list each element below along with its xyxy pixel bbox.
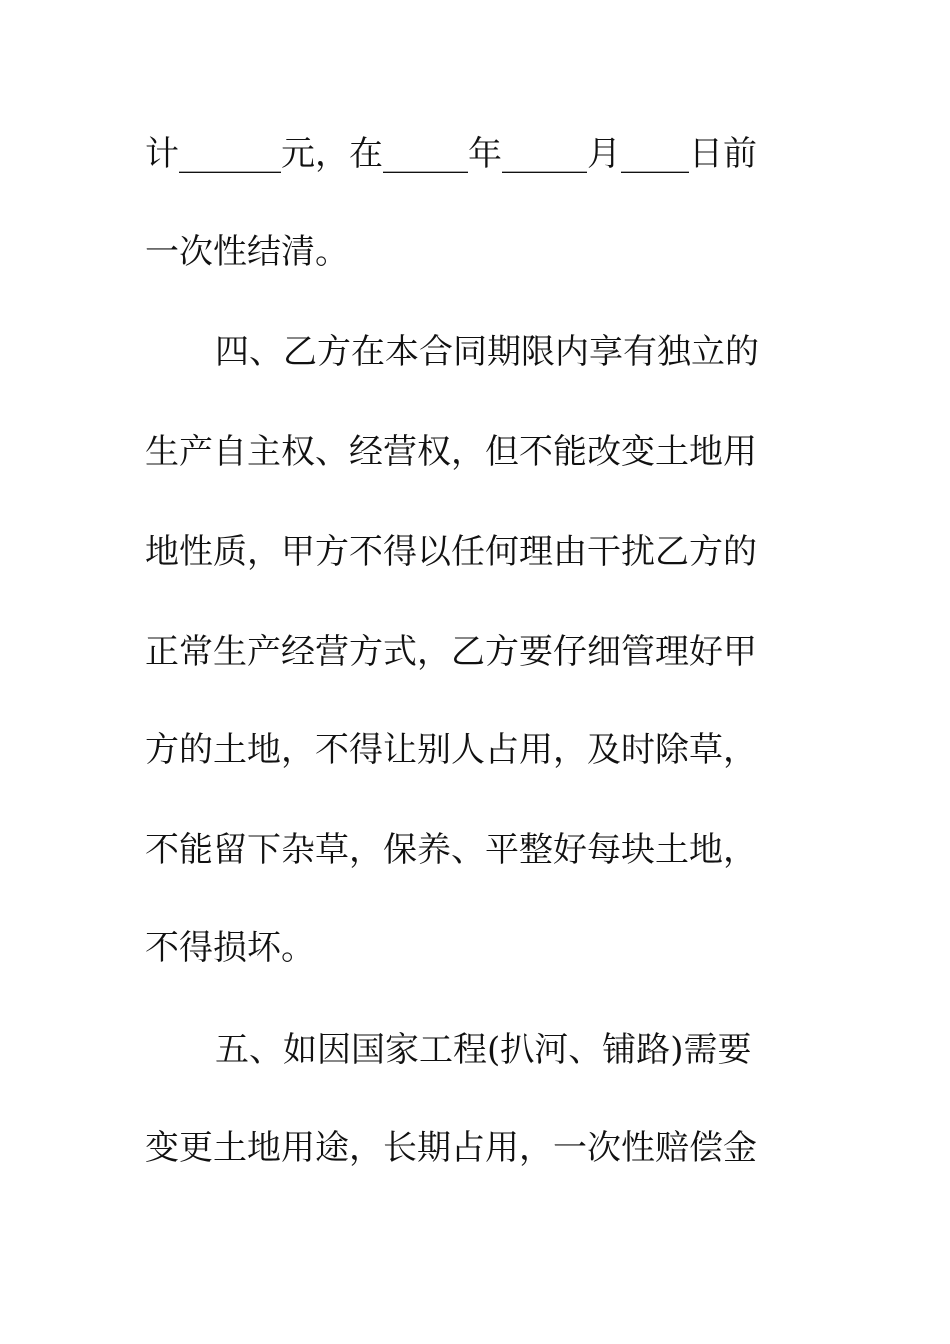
text-line-7: 方的土地，不得让别人占用，及时除草， <box>145 730 757 770</box>
text-line-2: 一次性结清。 <box>145 232 349 272</box>
text-line-9: 不得损坏。 <box>145 928 315 968</box>
text-line-4: 生产自主权、经营权，但不能改变土地用 <box>145 432 757 472</box>
text-line-11: 变更土地用途，长期占用，一次性赔偿金 <box>145 1128 757 1168</box>
text-line-3: 四、乙方在本合同期限内享有独立的 <box>215 332 759 372</box>
text-line-1: 计______元，在_____年_____月____日前 <box>145 134 757 174</box>
text-line-5: 地性质，甲方不得以任何理由干扰乙方的 <box>145 532 757 572</box>
text-line-6: 正常生产经营方式，乙方要仔细管理好甲 <box>145 632 757 672</box>
text-line-8: 不能留下杂草，保养、平整好每块土地， <box>145 830 757 870</box>
text-line-10: 五、如因国家工程(扒河、铺路)需要 <box>215 1030 752 1070</box>
